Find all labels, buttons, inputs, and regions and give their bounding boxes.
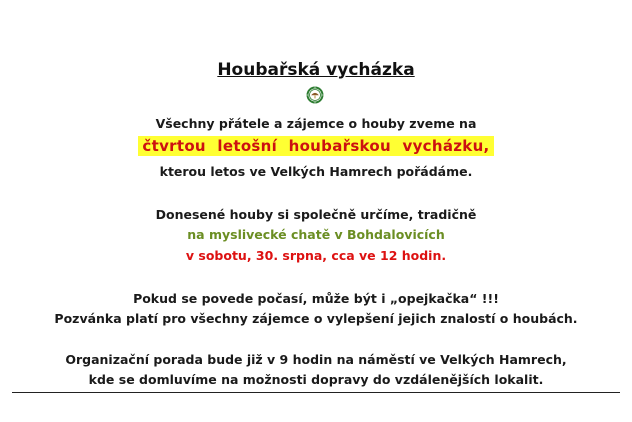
intro-line: Všechny přátele a zájemce o houby zveme na (155, 116, 477, 131)
highlight-line (0, 136, 632, 156)
organizer-line: kterou letos ve Velkých Hamrech pořádáme. (159, 164, 473, 179)
mushroom-society-emblem-icon (306, 86, 324, 104)
location-line: na myslivecké chatě v Bohdalovicích (187, 227, 445, 242)
document-title: Houbařská vycházka (217, 60, 415, 80)
transport-line: kde se domluvíme na možnosti dopravy do vzdálenějších lokalit. (88, 372, 544, 387)
meeting-line: Organizační porada bude již v 9 hodin na náměstí ve Velkých Hamrech, (65, 352, 567, 367)
bottom-divider (12, 392, 620, 393)
invitation-scope-line: Pozvánka platí pro všechny zájemce o vylepšení jejich znalostí o houbách. (54, 311, 578, 326)
weather-line: Pokud se povede počasí, může být i „opejkačka“ !!! (133, 291, 499, 306)
event-highlight: čtvrtou letošní houbařskou vycházku, (138, 136, 493, 156)
datetime-line: v sobotu, 30. srpna, cca ve 12 hodin. (185, 248, 447, 263)
identification-line: Donesené houby si společně určíme, tradičně (155, 207, 477, 222)
